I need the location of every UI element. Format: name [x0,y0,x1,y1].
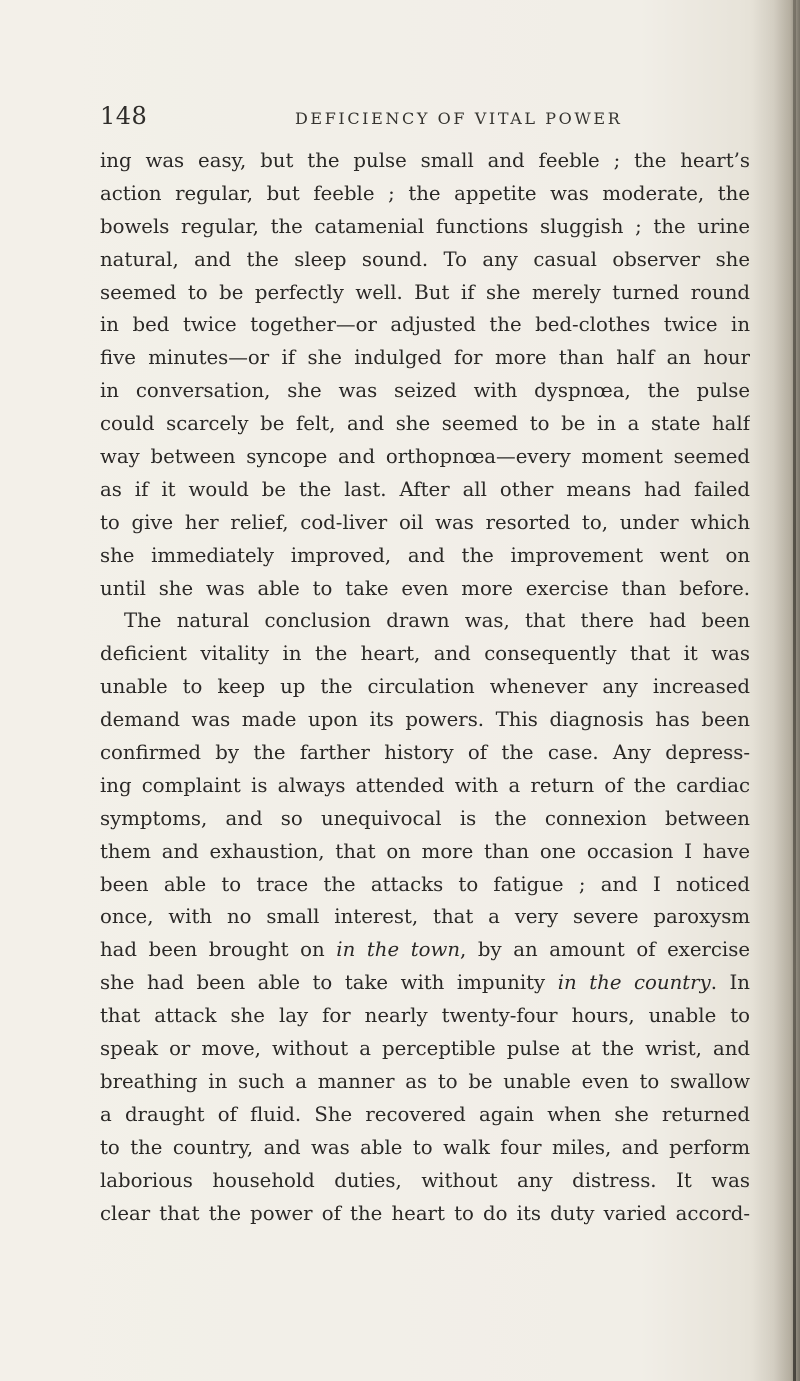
italic-phrase: in the country [557,971,711,995]
text-line [100,934,750,967]
italic-phrase: in the town [336,938,461,962]
text-line: them and exhaustion, that on more than one occasion I have [100,839,750,863]
binding-edge [793,0,796,1381]
text-line: in conversation, she was seized with dyspnœa, the pulse [100,379,750,403]
text-line: symptoms, and so unequivocal is the connexion between [100,806,750,830]
text-line: deficient vitality in the heart, and consequently that it was [100,642,750,666]
text-segment: she had been able to take with impunity [100,971,558,995]
text-line: bowels regular, the catamenial functions sluggish ; the urine [100,214,750,238]
text-line: speak or move, without a perceptible pulse at the wrist, and [100,1037,750,1061]
text-line: in bed twice together—or adjusted the bed-clothes twice in [100,313,750,337]
text-line: that attack she lay for nearly twenty-four hours, unable to [100,1004,750,1028]
text-line: she immediately improved, and the improvement went on [100,543,750,567]
text-line: to give her relief, cod-liver oil was resorted to, under which [100,510,750,534]
body-text [100,145,750,1230]
text-segment: , by an amount of exercise [460,938,750,962]
text-line: way between syncope and orthopnœa—every moment seemed [100,445,750,469]
text-line: could scarcely be felt, and she seemed to be in a state half [100,412,750,436]
text-line [100,967,750,1000]
page-number: 148 [100,102,148,130]
text-line: natural, and the sleep sound. To any casual observer she [100,247,750,271]
text-line: to the country, and was able to walk four miles, and perform [100,1135,750,1159]
text-line: five minutes—or if she indulged for more than half an hour [100,346,750,370]
text-line: The natural conclusion drawn was, that there had been [124,609,750,633]
text-line: breathing in such a manner as to be unable even to swallow [100,1069,750,1093]
text-segment: . In [710,971,750,995]
text-line: as if it would be the last. After all other means had failed [100,477,750,501]
text-line: action regular, but feeble ; the appetite was moderate, the [100,181,750,205]
text-line: ing complaint is always attended with a return of the cardiac [100,773,750,797]
text-line: confirmed by the farther history of the case. Any depress- [100,741,750,765]
text-line: seemed to be perfectly well. But if she merely turned round [100,280,750,304]
text-line: once, with no small interest, that a very severe paroxysm [100,905,750,929]
text-line: until she was able to take even more exercise than before. [100,576,750,600]
text-line: laborious household duties, without any distress. It was [100,1168,750,1192]
text-line: been able to trace the attacks to fatigue ; and I noticed [100,872,750,896]
text-line: clear that the power of the heart to do its duty varied accord- [100,1201,750,1225]
text-line: demand was made upon its powers. This diagnosis has been [100,708,750,732]
running-head: DEFICIENCY OF VITAL POWER [295,109,623,128]
text-line: unable to keep up the circulation whenever any increased [100,675,750,699]
text-line: a draught of fluid. She recovered again when she returned [100,1102,750,1126]
text-segment: had been brought on [100,938,337,962]
text-line: ing was easy, but the pulse small and feeble ; the heart’s [100,149,750,172]
